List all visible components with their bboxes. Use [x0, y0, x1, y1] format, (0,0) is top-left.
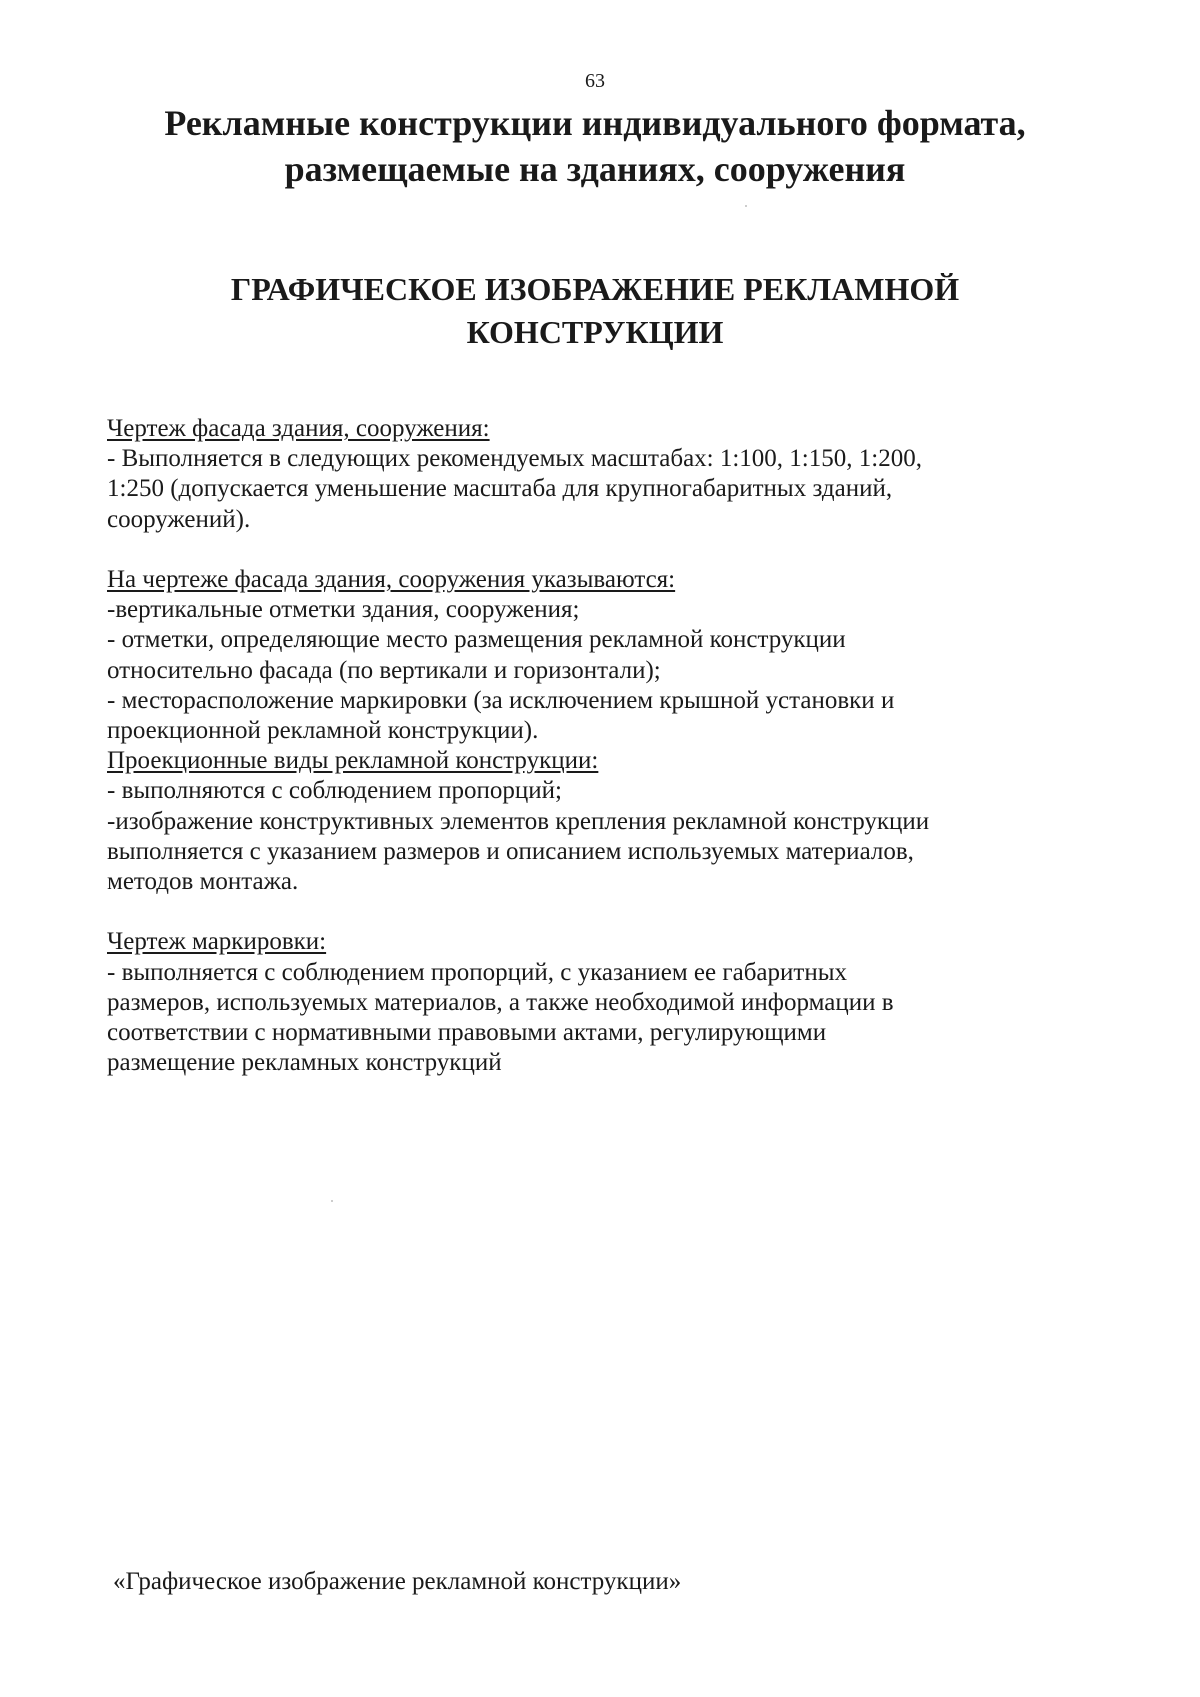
- body-line: - отметки, определяющие место размещения рекламной конструкции: [107, 626, 846, 654]
- facade-indications-heading: На чертеже фасада здания, сооружения указываются:: [107, 566, 676, 593]
- body-line: 1:250 (допускается уменьшение масштаба для крупногабаритных зданий,: [107, 475, 893, 503]
- paragraph-gap: [107, 535, 1107, 565]
- body-line: размеров, используемых материалов, а также необходимой информации в: [107, 988, 894, 1016]
- facade-indications-section: [107, 565, 1107, 746]
- subtitle-line: КОНСТРУКЦИИ: [466, 314, 724, 350]
- body-line: -вертикальные отметки здания, сооружения;: [107, 596, 580, 624]
- page-title: [60, 100, 1130, 192]
- body-line: -изображение конструктивных элементов крепления рекламной конструкции: [107, 807, 930, 835]
- scan-speck: [745, 205, 747, 207]
- body-line: относительно фасада (по вертикали и горизонтали);: [107, 656, 661, 684]
- title-line: размещаемые на зданиях, сооружения: [284, 149, 906, 189]
- body-line: проекционной рекламной конструкции).: [107, 717, 539, 745]
- body-line: размещение рекламных конструкций: [107, 1049, 502, 1077]
- section-title: [60, 268, 1130, 354]
- facade-drawing-section: [107, 414, 1107, 535]
- scan-speck: [331, 1200, 333, 1202]
- title-line: Рекламные конструкции индивидуального формата,: [164, 103, 1026, 143]
- paragraph-gap: [107, 897, 1107, 927]
- marking-drawing-heading: Чертеж маркировки:: [107, 928, 327, 956]
- marking-drawing-section: [107, 927, 1107, 1078]
- body-line: методов монтажа.: [107, 868, 299, 896]
- page-number: 63: [585, 70, 605, 92]
- facade-drawing-heading: Чертеж фасада здания, сооружения:: [107, 415, 490, 442]
- body-line: сооружений).: [107, 505, 251, 533]
- projection-views-section: [107, 746, 1107, 897]
- body-line: - выполняется с соблюдением пропорций, с указанием ее габаритных: [107, 958, 848, 986]
- body-line: - выполняются с соблюдением пропорций;: [107, 777, 563, 805]
- body-line: - месторасположение маркировки (за исключением крышной установки и: [107, 686, 895, 714]
- document-body: [107, 414, 1107, 1078]
- body-line: выполняется с указанием размеров и описанием используемых материалов,: [107, 837, 914, 865]
- projection-views-heading: Проекционные виды рекламной конструкции:: [107, 747, 599, 775]
- footer-caption: «Графическое изображение рекламной конструкции»: [113, 1568, 682, 1595]
- body-line: соответствии с нормативными правовыми актами, регулирующими: [107, 1019, 827, 1047]
- body-line: - Выполняется в следующих рекомендуемых масштабах: 1:100, 1:150, 1:200,: [107, 445, 922, 473]
- subtitle-line: ГРАФИЧЕСКОЕ ИЗОБРАЖЕНИЕ РЕКЛАМНОЙ: [230, 271, 960, 307]
